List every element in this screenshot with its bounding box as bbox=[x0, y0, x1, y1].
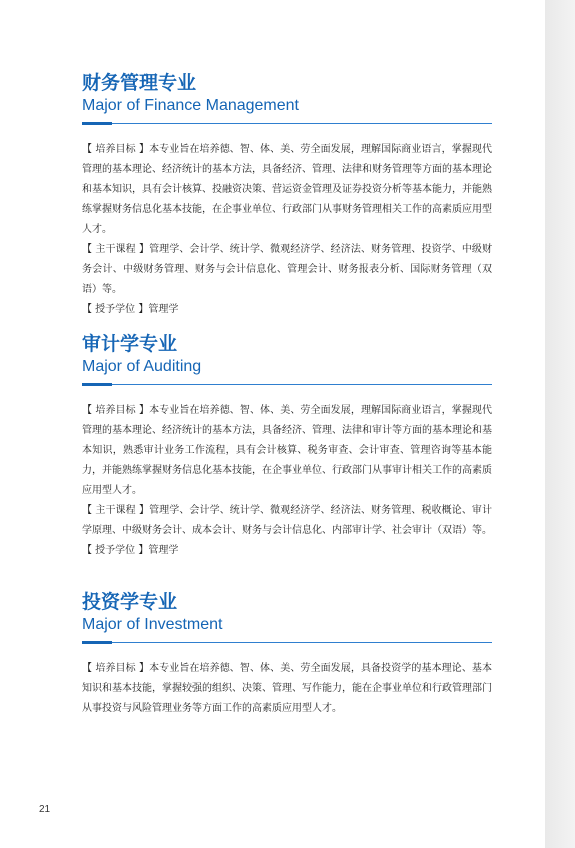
section-title-en: Major of Finance Management bbox=[82, 97, 299, 114]
section-finance-management bbox=[82, 72, 492, 320]
courses-label: 【 主干课程 】 bbox=[82, 505, 150, 516]
objective-label: 【 培养目标 】 bbox=[82, 663, 150, 674]
section-title-cn: 财务管理专业 bbox=[82, 72, 197, 94]
page-edge-shadow bbox=[545, 0, 575, 848]
section-divider bbox=[82, 122, 492, 126]
objective-paragraph bbox=[82, 401, 492, 501]
objective-text: 本专业旨在培养德、智、体、美、劳全面发展，理解国际商业语言，掌握现代管理的基本理论、经济统计的基本方法，具备经济、管理、法律和财务管理等方面的基本理论和基本知识，具有会计核算、投融资决策、营运资金管理及证券投资分析等基本能力，并能熟练掌握财务信息化基本技能，在企事业单位、行政部门从事财务管理相关工作的高素质应用型人才。 bbox=[82, 144, 493, 235]
degree-text: 管理学 bbox=[148, 545, 179, 556]
courses-label: 【 主干课程 】 bbox=[82, 244, 150, 255]
degree-label: 【 授予学位 】 bbox=[82, 304, 149, 315]
section-title-en: Major of Investment bbox=[82, 616, 223, 633]
objective-label: 【 培养目标 】 bbox=[82, 144, 150, 155]
section-investment bbox=[82, 591, 492, 719]
section-divider bbox=[82, 641, 492, 645]
section-body bbox=[82, 140, 492, 320]
page-number: 21 bbox=[39, 804, 51, 815]
section-divider bbox=[82, 383, 492, 387]
section-auditing bbox=[82, 333, 492, 561]
degree-label: 【 授予学位 】 bbox=[82, 545, 149, 556]
courses-paragraph bbox=[82, 240, 492, 300]
degree-text: 管理学 bbox=[148, 304, 179, 315]
section-body bbox=[82, 659, 492, 719]
section-title-en: Major of Auditing bbox=[82, 358, 202, 375]
section-title-cn: 投资学专业 bbox=[82, 591, 178, 613]
section-title-cn: 审计学专业 bbox=[82, 333, 178, 355]
objective-label: 【 培养目标 】 bbox=[82, 405, 150, 416]
objective-text: 本专业旨在培养德、智、体、美、劳全面发展，理解国际商业语言，掌握现代管理的基本理论、经济统计的基本方法，具备经济、管理、法律和审计等方面的基本理论和基本知识，熟悉审计业务工作流程，具有会计核算、税务审查、会计审查、管理咨询等基本能力，并能熟练掌握财务信息化基本技能，在企事业单位、行政部门从事审计相关工作的高素质应用型人才。 bbox=[82, 405, 493, 496]
objective-paragraph bbox=[82, 140, 492, 240]
objective-text: 本专业旨在培养德、智、体、美、劳全面发展，具备投资学的基本理论、基本知识和基本技能，掌握较强的组织、决策、管理、写作能力，能在企事业单位和行政管理部门从事投资与风险管理业务等方面工作的高素质应用型人才。 bbox=[82, 663, 493, 714]
courses-text: 管理学、会计学、统计学、微观经济学、经济法、财务管理、税收概论、审计学原理、中级财务会计、成本会计、财务与会计信息化、内部审计学、社会审计（双语）等。 bbox=[82, 505, 493, 536]
courses-paragraph bbox=[82, 501, 492, 541]
section-body bbox=[82, 401, 492, 561]
degree-paragraph bbox=[82, 541, 492, 561]
courses-text: 管理学、会计学、统计学、微观经济学、经济法、财务管理、投资学、中级财务会计、中级财务管理、财务与会计信息化、管理会计、财务报表分析、国际财务管理（双语）等。 bbox=[82, 244, 493, 295]
degree-paragraph bbox=[82, 300, 492, 320]
objective-paragraph bbox=[82, 659, 492, 719]
